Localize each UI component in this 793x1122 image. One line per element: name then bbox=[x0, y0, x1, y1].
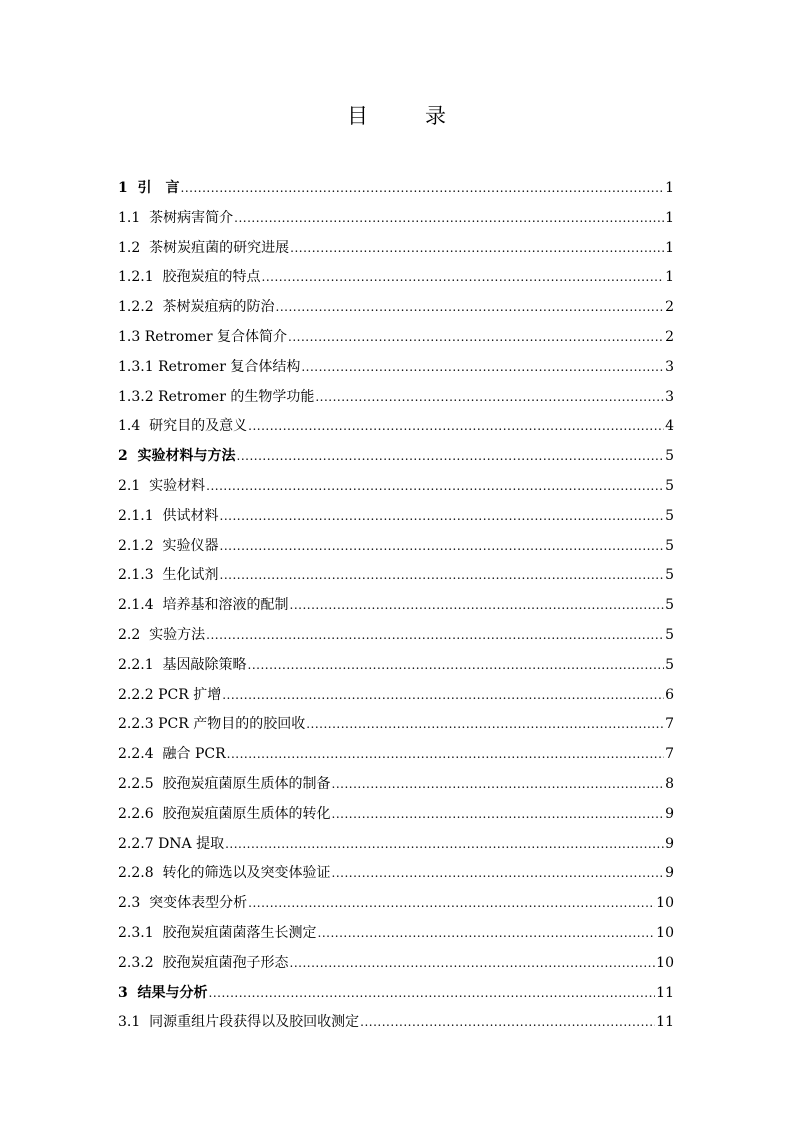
toc-entry-label: 2.2.3 PCR 产物目的的胶回收 bbox=[118, 716, 306, 733]
toc-entry[interactable] bbox=[118, 800, 674, 830]
toc-entry-label: 1.4 研究目的及意义 bbox=[118, 418, 248, 435]
toc-entry-page-number: 1 bbox=[665, 180, 674, 196]
toc-entry-page-number: 9 bbox=[665, 865, 674, 882]
toc-dot-leader bbox=[332, 859, 665, 889]
toc-dot-leader bbox=[276, 293, 665, 323]
toc-entry-page-number: 5 bbox=[665, 507, 674, 524]
toc-entry-label: 2.2.4 融合 PCR bbox=[118, 746, 226, 763]
toc-entry-label: 2.3.1 胶孢炭疽菌菌落生长测定 bbox=[118, 924, 317, 941]
toc-dot-leader bbox=[181, 174, 665, 204]
toc-entry[interactable] bbox=[118, 830, 674, 860]
toc-entry-page-number: 1 bbox=[665, 239, 674, 256]
toc-entry-page-number: 5 bbox=[665, 597, 674, 614]
toc-entry-label: 2.2.1 基因敲除策略 bbox=[118, 656, 247, 673]
toc-dot-leader bbox=[206, 472, 664, 502]
toc-entry-label: 3 结果与分析 bbox=[118, 984, 208, 1001]
toc-entry-page-number: 5 bbox=[665, 567, 674, 584]
toc-entry-label: 2.2.2 PCR 扩增 bbox=[118, 686, 222, 703]
toc-entry-label: 2.2.6 胶孢炭疽菌原生质体的转化 bbox=[118, 805, 331, 822]
toc-entry[interactable] bbox=[118, 383, 674, 413]
toc-entry-page-number: 7 bbox=[665, 716, 674, 733]
toc-entry-label: 1.2 茶树炭疽菌的研究进展 bbox=[118, 239, 290, 256]
toc-entry-label: 2 实验材料与方法 bbox=[118, 448, 236, 465]
toc-entry-page-number: 6 bbox=[665, 686, 674, 703]
toc-entry-label: 2.2 实验方法 bbox=[118, 626, 206, 643]
toc-entry[interactable] bbox=[118, 323, 674, 353]
toc-dot-leader bbox=[225, 830, 664, 860]
toc-entry[interactable] bbox=[118, 532, 674, 562]
toc-entry-page-number: 3 bbox=[665, 388, 674, 405]
toc-entry-page-number: 11 bbox=[656, 984, 674, 1001]
toc-dot-leader bbox=[248, 412, 664, 442]
toc-entry[interactable] bbox=[118, 889, 674, 919]
toc-entry-page-number: 10 bbox=[656, 954, 674, 971]
toc-dot-leader bbox=[360, 1008, 655, 1038]
toc-entry[interactable] bbox=[118, 591, 674, 621]
toc-dot-leader bbox=[220, 532, 665, 562]
toc-entry[interactable] bbox=[118, 263, 674, 293]
toc-entry-page-number: 10 bbox=[656, 924, 674, 941]
toc-dot-leader bbox=[306, 710, 664, 740]
toc-entry-label: 1.2.1 胶孢炭疽的特点 bbox=[118, 269, 261, 286]
toc-dot-leader bbox=[234, 204, 664, 234]
toc-entry-page-number: 2 bbox=[665, 299, 674, 316]
table-of-contents bbox=[118, 174, 674, 1038]
toc-entry-label: 2.2.5 胶孢炭疽菌原生质体的制备 bbox=[118, 775, 331, 792]
toc-dot-leader bbox=[237, 442, 665, 472]
toc-entry[interactable] bbox=[118, 681, 674, 711]
toc-entry-label: 2.1 实验材料 bbox=[118, 477, 206, 494]
toc-entry-label: 2.1.1 供试材料 bbox=[118, 507, 219, 524]
toc-entry-label: 2.3.2 胶孢炭疽菌孢子形态 bbox=[118, 954, 289, 971]
toc-entry[interactable] bbox=[118, 919, 674, 949]
toc-entry-page-number: 4 bbox=[665, 418, 674, 435]
toc-entry-label: 3.1 同源重组片段获得以及胶回收测定 bbox=[118, 1014, 360, 1031]
toc-entry-label: 2.2.8 转化的筛选以及突变体验证 bbox=[118, 865, 331, 882]
toc-entry[interactable] bbox=[118, 710, 674, 740]
toc-entry[interactable] bbox=[118, 293, 674, 323]
toc-entry-page-number: 5 bbox=[665, 448, 674, 465]
toc-entry-page-number: 2 bbox=[665, 328, 674, 345]
toc-entry-page-number: 8 bbox=[665, 775, 674, 792]
toc-entry[interactable] bbox=[118, 174, 674, 204]
toc-dot-leader bbox=[227, 740, 664, 770]
toc-entry-page-number: 1 bbox=[665, 209, 674, 226]
toc-entry-page-number: 5 bbox=[665, 477, 674, 494]
toc-entry-page-number: 3 bbox=[665, 358, 674, 375]
toc-entry[interactable] bbox=[118, 1008, 674, 1038]
toc-dot-leader bbox=[220, 561, 665, 591]
toc-entry-label: 1.1 茶树病害简介 bbox=[118, 209, 234, 226]
toc-dot-leader bbox=[248, 651, 665, 681]
page-title: 目 录 bbox=[347, 104, 464, 128]
toc-dot-leader bbox=[288, 323, 664, 353]
toc-dot-leader bbox=[290, 949, 656, 979]
toc-entry[interactable] bbox=[118, 621, 674, 651]
toc-entry-page-number: 10 bbox=[656, 895, 674, 912]
toc-dot-leader bbox=[332, 800, 665, 830]
toc-entry-label: 1 引 言 bbox=[118, 180, 180, 196]
toc-entry-page-number: 5 bbox=[665, 537, 674, 554]
toc-entry[interactable] bbox=[118, 651, 674, 681]
toc-entry[interactable] bbox=[118, 740, 674, 770]
toc-entry-page-number: 5 bbox=[665, 626, 674, 643]
toc-entry[interactable] bbox=[118, 979, 674, 1009]
toc-dot-leader bbox=[301, 353, 664, 383]
toc-entry[interactable] bbox=[118, 472, 674, 502]
toc-entry[interactable] bbox=[118, 412, 674, 442]
toc-dot-leader bbox=[220, 502, 665, 532]
toc-entry-label: 2.1.3 生化试剂 bbox=[118, 567, 219, 584]
toc-entry-label: 1.2.2 茶树炭疽病的防治 bbox=[118, 299, 275, 316]
toc-dot-leader bbox=[206, 621, 664, 651]
toc-entry[interactable] bbox=[118, 949, 674, 979]
toc-entry[interactable] bbox=[118, 770, 674, 800]
toc-entry-page-number: 1 bbox=[665, 269, 674, 286]
toc-entry[interactable] bbox=[118, 234, 674, 264]
toc-entry-label: 2.2.7 DNA 提取 bbox=[118, 835, 225, 852]
toc-dot-leader bbox=[248, 889, 655, 919]
toc-dot-leader bbox=[262, 263, 665, 293]
toc-entry[interactable] bbox=[118, 353, 674, 383]
toc-dot-leader bbox=[318, 919, 656, 949]
toc-entry[interactable] bbox=[118, 859, 674, 889]
toc-entry-label: 1.3.2 Retromer 的生物学功能 bbox=[118, 388, 315, 405]
toc-dot-leader bbox=[222, 681, 664, 711]
toc-entry-label: 1.3.1 Retromer 复合体结构 bbox=[118, 358, 301, 375]
toc-entry[interactable] bbox=[118, 561, 674, 591]
toc-dot-leader bbox=[290, 234, 664, 264]
toc-entry-label: 2.3 突变体表型分析 bbox=[118, 895, 248, 912]
toc-entry-label: 2.1.4 培养基和溶液的配制 bbox=[118, 597, 289, 614]
toc-entry[interactable] bbox=[118, 442, 674, 472]
toc-dot-leader bbox=[332, 770, 665, 800]
toc-entry-label: 2.1.2 实验仪器 bbox=[118, 537, 219, 554]
toc-dot-leader bbox=[315, 383, 664, 413]
toc-entry-page-number: 7 bbox=[665, 746, 674, 763]
toc-entry[interactable] bbox=[118, 502, 674, 532]
toc-entry[interactable] bbox=[118, 204, 674, 234]
toc-entry-page-number: 5 bbox=[665, 656, 674, 673]
toc-entry-page-number: 11 bbox=[656, 1014, 674, 1031]
toc-dot-leader bbox=[209, 979, 656, 1009]
toc-entry-label: 1.3 Retromer 复合体简介 bbox=[118, 328, 287, 345]
toc-dot-leader bbox=[290, 591, 665, 621]
toc-entry-page-number: 9 bbox=[665, 835, 674, 852]
toc-entry-page-number: 9 bbox=[665, 805, 674, 822]
